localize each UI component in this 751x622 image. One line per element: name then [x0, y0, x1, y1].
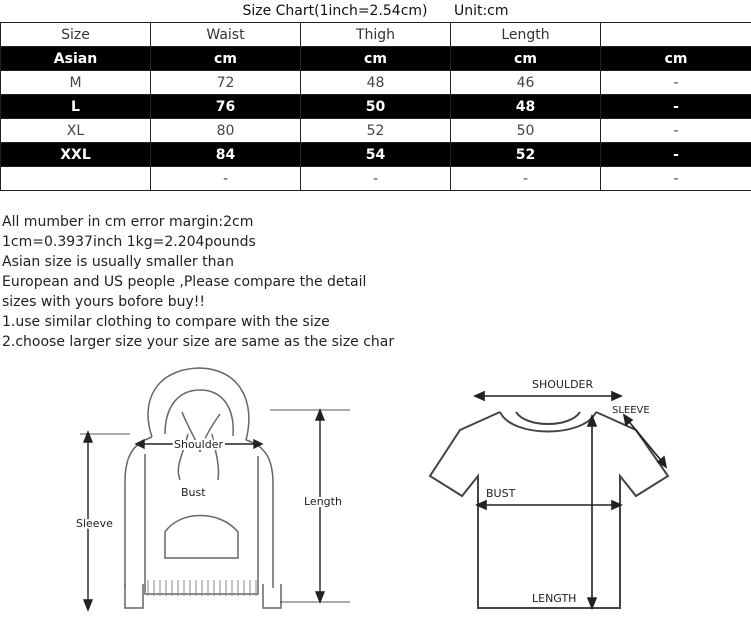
cell: 48 — [301, 71, 451, 95]
table-row — [1, 47, 751, 71]
cell: 72 — [151, 71, 301, 95]
size-chart-title — [0, 0, 751, 22]
note-line: European and US people ,Please compare the detail — [2, 274, 367, 290]
cell: M — [1, 71, 151, 95]
cell: - — [301, 167, 451, 191]
note-line: Asian size is usually smaller than — [2, 254, 234, 270]
cell: - — [601, 167, 751, 191]
cell: 80 — [151, 119, 301, 143]
note-line: All mumber in cm error margin:2cm — [2, 214, 254, 230]
cell: - — [451, 167, 601, 191]
cell: 50 — [301, 95, 451, 119]
hoodie-sleeve-label: Sleeve — [76, 517, 113, 530]
note-line: 1cm=0.3937inch 1kg=2.204pounds — [2, 234, 256, 250]
title-text: Size Chart(1inch=2.54cm) — [242, 3, 428, 19]
cell: 84 — [151, 143, 301, 167]
header-blank — [601, 23, 751, 47]
table-row — [1, 95, 751, 119]
hoodie-length-label: Length — [304, 495, 342, 508]
size-table — [0, 22, 751, 191]
note-line: 2.choose larger size your size are same as the size char — [2, 334, 395, 350]
cell: L — [1, 95, 151, 119]
cell: 54 — [301, 143, 451, 167]
cell: - — [601, 71, 751, 95]
table-row — [1, 167, 751, 191]
unit-text: Unit:cm — [453, 3, 509, 19]
cell: - — [151, 167, 301, 191]
cell: cm — [301, 47, 451, 71]
tshirt-length-label: LENGTH — [532, 592, 577, 605]
tshirt-sleeve-label: SLEEVE — [612, 405, 650, 416]
cell: 48 — [451, 95, 601, 119]
table-row — [1, 71, 751, 95]
table-header-row — [1, 23, 751, 47]
cell — [1, 167, 151, 191]
cell: - — [601, 143, 751, 167]
cell: cm — [151, 47, 301, 71]
header-thigh: Thigh — [301, 23, 451, 47]
header-size: Size — [1, 23, 151, 47]
tshirt-diagram — [420, 372, 680, 614]
header-waist: Waist — [151, 23, 301, 47]
cell: XL — [1, 119, 151, 143]
table-row — [1, 119, 751, 143]
tshirt-bust-label: BUST — [486, 487, 516, 500]
cell: - — [601, 95, 751, 119]
cell: Asian — [1, 47, 151, 71]
hoodie-bust-label: Bust — [181, 486, 206, 499]
header-length: Length — [451, 23, 601, 47]
cell: XXL — [1, 143, 151, 167]
cell: 52 — [301, 119, 451, 143]
cell: 46 — [451, 71, 601, 95]
cell: - — [601, 119, 751, 143]
table-row — [1, 143, 751, 167]
note-line: sizes with yours bofore buy!! — [2, 294, 205, 310]
cell: cm — [451, 47, 601, 71]
hoodie-diagram — [70, 362, 360, 620]
note-line: 1.use similar clothing to compare with the size — [2, 314, 330, 330]
tshirt-outline-icon — [430, 412, 668, 608]
tshirt-shoulder-label: SHOULDER — [532, 378, 594, 391]
tshirt-measure-lines — [475, 392, 666, 608]
hoodie-shoulder-label: Shoulder — [174, 438, 223, 451]
size-notes — [2, 212, 394, 352]
cell: 52 — [451, 143, 601, 167]
cell: cm — [601, 47, 751, 71]
cell: 50 — [451, 119, 601, 143]
cell: 76 — [151, 95, 301, 119]
